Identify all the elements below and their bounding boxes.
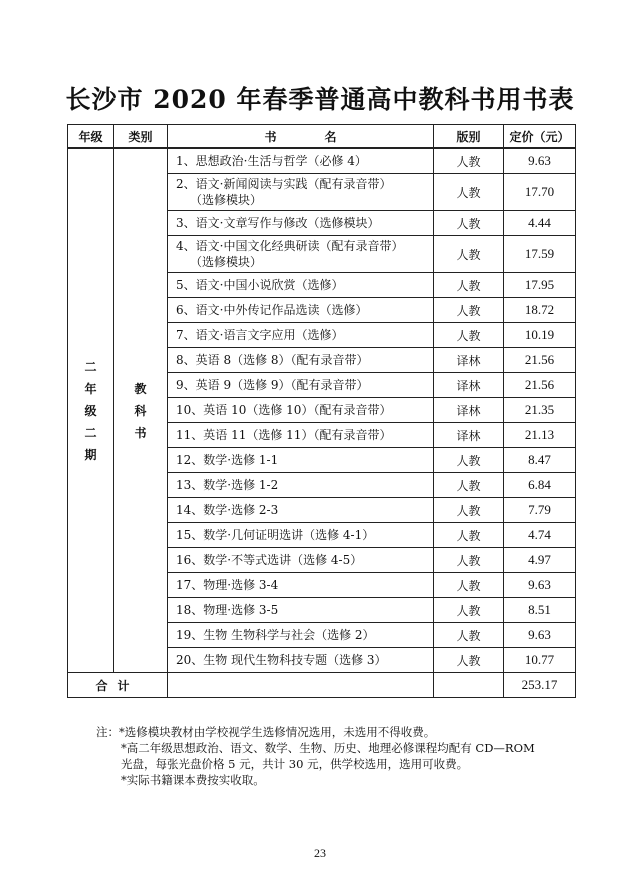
book-name-cell: [168, 273, 434, 298]
grade-char: 级: [84, 403, 97, 418]
price-cell: 9.63: [504, 623, 576, 648]
category-char: 科: [134, 403, 147, 418]
book-name-cell: [168, 373, 434, 398]
publisher-cell: 人教: [434, 573, 504, 598]
grade-char: 二: [84, 359, 97, 374]
book-name-line: 14、数学·选修 2-3: [176, 503, 279, 517]
book-name-line: 12、数学·选修 1-1: [176, 453, 279, 467]
total-price: 253.17: [504, 673, 576, 698]
grade-cell: [68, 148, 114, 673]
book-name-line: 15、数学·几何证明选讲（选修 4-1）: [176, 528, 375, 542]
book-name-line: 3、语文·文章写作与修改（选修模块）: [176, 216, 380, 230]
book-name-line: 1、思想政治·生活与哲学（必修 4）: [176, 154, 367, 168]
price-cell: 9.63: [504, 148, 576, 174]
book-name-line: 16、数学·不等式选讲（选修 4-5）: [176, 553, 363, 567]
grade-char: 二: [84, 425, 97, 440]
book-name-line: （选修模块）: [190, 193, 263, 207]
price-cell: 17.95: [504, 273, 576, 298]
publisher-cell: 译林: [434, 423, 504, 448]
total-row: [68, 673, 576, 698]
book-name-cell: [168, 623, 434, 648]
book-name-cell: [168, 448, 434, 473]
book-name-line: 2、语文·新闻阅读与实践（配有录音带）: [176, 177, 392, 191]
empty-cell: [168, 673, 434, 698]
publisher-cell: 人教: [434, 323, 504, 348]
header-book-name: 书 名: [168, 125, 434, 149]
book-name-cell: [168, 298, 434, 323]
book-name-line: 13、数学·选修 1-2: [176, 478, 279, 492]
notes: [96, 724, 566, 788]
book-name-cell: [168, 473, 434, 498]
header-publisher: 版别: [434, 125, 504, 149]
book-name-line: 4、语文·中国文化经典研读（配有录音带）: [176, 239, 404, 253]
publisher-cell: 人教: [434, 498, 504, 523]
book-name-line: 20、生物 现代生物科技专题（选修 3）: [176, 653, 387, 667]
publisher-cell: 人教: [434, 648, 504, 673]
price-cell: 21.56: [504, 348, 576, 373]
note-line: *高二年级思想政治、语文、数学、生物、历史、地理必修课程均配有 CD—ROM: [121, 741, 535, 755]
book-name-cell: [168, 398, 434, 423]
publisher-cell: 人教: [434, 473, 504, 498]
grade-char: 年: [84, 381, 97, 396]
note-line: *实际书籍课本费按实收取。: [121, 773, 265, 787]
price-cell: 4.97: [504, 548, 576, 573]
publisher-cell: 人教: [434, 448, 504, 473]
table-body: [68, 148, 576, 698]
book-name-cell: [168, 211, 434, 236]
book-name-line: 17、物理·选修 3-4: [176, 578, 279, 592]
publisher-cell: 人教: [434, 148, 504, 174]
publisher-cell: 人教: [434, 236, 504, 273]
price-cell: 4.74: [504, 523, 576, 548]
book-name-line: 19、生物 生物科学与社会（选修 2）: [176, 628, 375, 642]
price-cell: 21.13: [504, 423, 576, 448]
book-name-cell: [168, 323, 434, 348]
price-cell: 21.56: [504, 373, 576, 398]
empty-cell: [434, 673, 504, 698]
category-cell: [114, 148, 168, 673]
publisher-cell: 人教: [434, 273, 504, 298]
publisher-cell: 人教: [434, 174, 504, 211]
grade-char: 期: [84, 447, 97, 462]
book-table: [67, 124, 576, 698]
book-name-line: 7、语文·语言文字应用（选修）: [176, 328, 344, 342]
publisher-cell: 译林: [434, 348, 504, 373]
price-cell: 21.35: [504, 398, 576, 423]
book-name-cell: [168, 348, 434, 373]
publisher-cell: 人教: [434, 523, 504, 548]
publisher-cell: 人教: [434, 298, 504, 323]
price-cell: 10.77: [504, 648, 576, 673]
book-name-line: （选修模块）: [190, 255, 263, 269]
price-cell: 17.70: [504, 174, 576, 211]
book-name-line: 6、语文·中外传记作品选读（选修）: [176, 303, 368, 317]
category-char: 书: [134, 425, 147, 440]
price-cell: 17.59: [504, 236, 576, 273]
note-line: 光盘，每张光盘价格 5 元，共计 30 元，供学校选用，选用可收费。: [121, 757, 469, 771]
book-name-cell: [168, 148, 434, 174]
table-header-row: [68, 125, 576, 149]
price-cell: 8.47: [504, 448, 576, 473]
table-row: [68, 148, 576, 174]
publisher-cell: 译林: [434, 398, 504, 423]
price-cell: 4.44: [504, 211, 576, 236]
total-label: 合计: [68, 673, 168, 698]
book-name-line: 5、语文·中国小说欣赏（选修）: [176, 278, 344, 292]
book-name-cell: [168, 523, 434, 548]
price-cell: 6.84: [504, 473, 576, 498]
publisher-cell: 人教: [434, 548, 504, 573]
price-cell: 8.51: [504, 598, 576, 623]
book-name-cell: [168, 236, 434, 273]
book-name-cell: [168, 573, 434, 598]
publisher-cell: 人教: [434, 623, 504, 648]
book-name-cell: [168, 548, 434, 573]
page-title: 长沙市 2020 年春季普通高中教科书用书表: [65, 85, 575, 114]
category-char: 教: [134, 381, 147, 396]
book-name-cell: [168, 498, 434, 523]
book-name-cell: [168, 648, 434, 673]
publisher-cell: 人教: [434, 598, 504, 623]
book-name-line: 8、英语 8（选修 8）（配有录音带）: [176, 353, 369, 367]
header-grade: 年级: [68, 125, 114, 149]
price-cell: 10.19: [504, 323, 576, 348]
price-cell: 9.63: [504, 573, 576, 598]
page-number: 23: [314, 846, 326, 860]
price-cell: 7.79: [504, 498, 576, 523]
book-name-cell: [168, 598, 434, 623]
note-line: 注：*选修模块教材由学校视学生选修情况选用，未选用不得收费。: [96, 725, 436, 739]
book-name-line: 10、英语 10（选修 10）（配有录音带）: [176, 403, 392, 417]
header-price: 定价（元）: [504, 125, 576, 149]
book-name-cell: [168, 423, 434, 448]
price-cell: 18.72: [504, 298, 576, 323]
book-name-cell: [168, 174, 434, 211]
header-category: 类别: [114, 125, 168, 149]
book-name-line: 11、英语 11（选修 11）（配有录音带）: [176, 428, 392, 442]
publisher-cell: 译林: [434, 373, 504, 398]
book-name-line: 18、物理·选修 3-5: [176, 603, 279, 617]
publisher-cell: 人教: [434, 211, 504, 236]
book-name-line: 9、英语 9（选修 9）（配有录音带）: [176, 378, 369, 392]
